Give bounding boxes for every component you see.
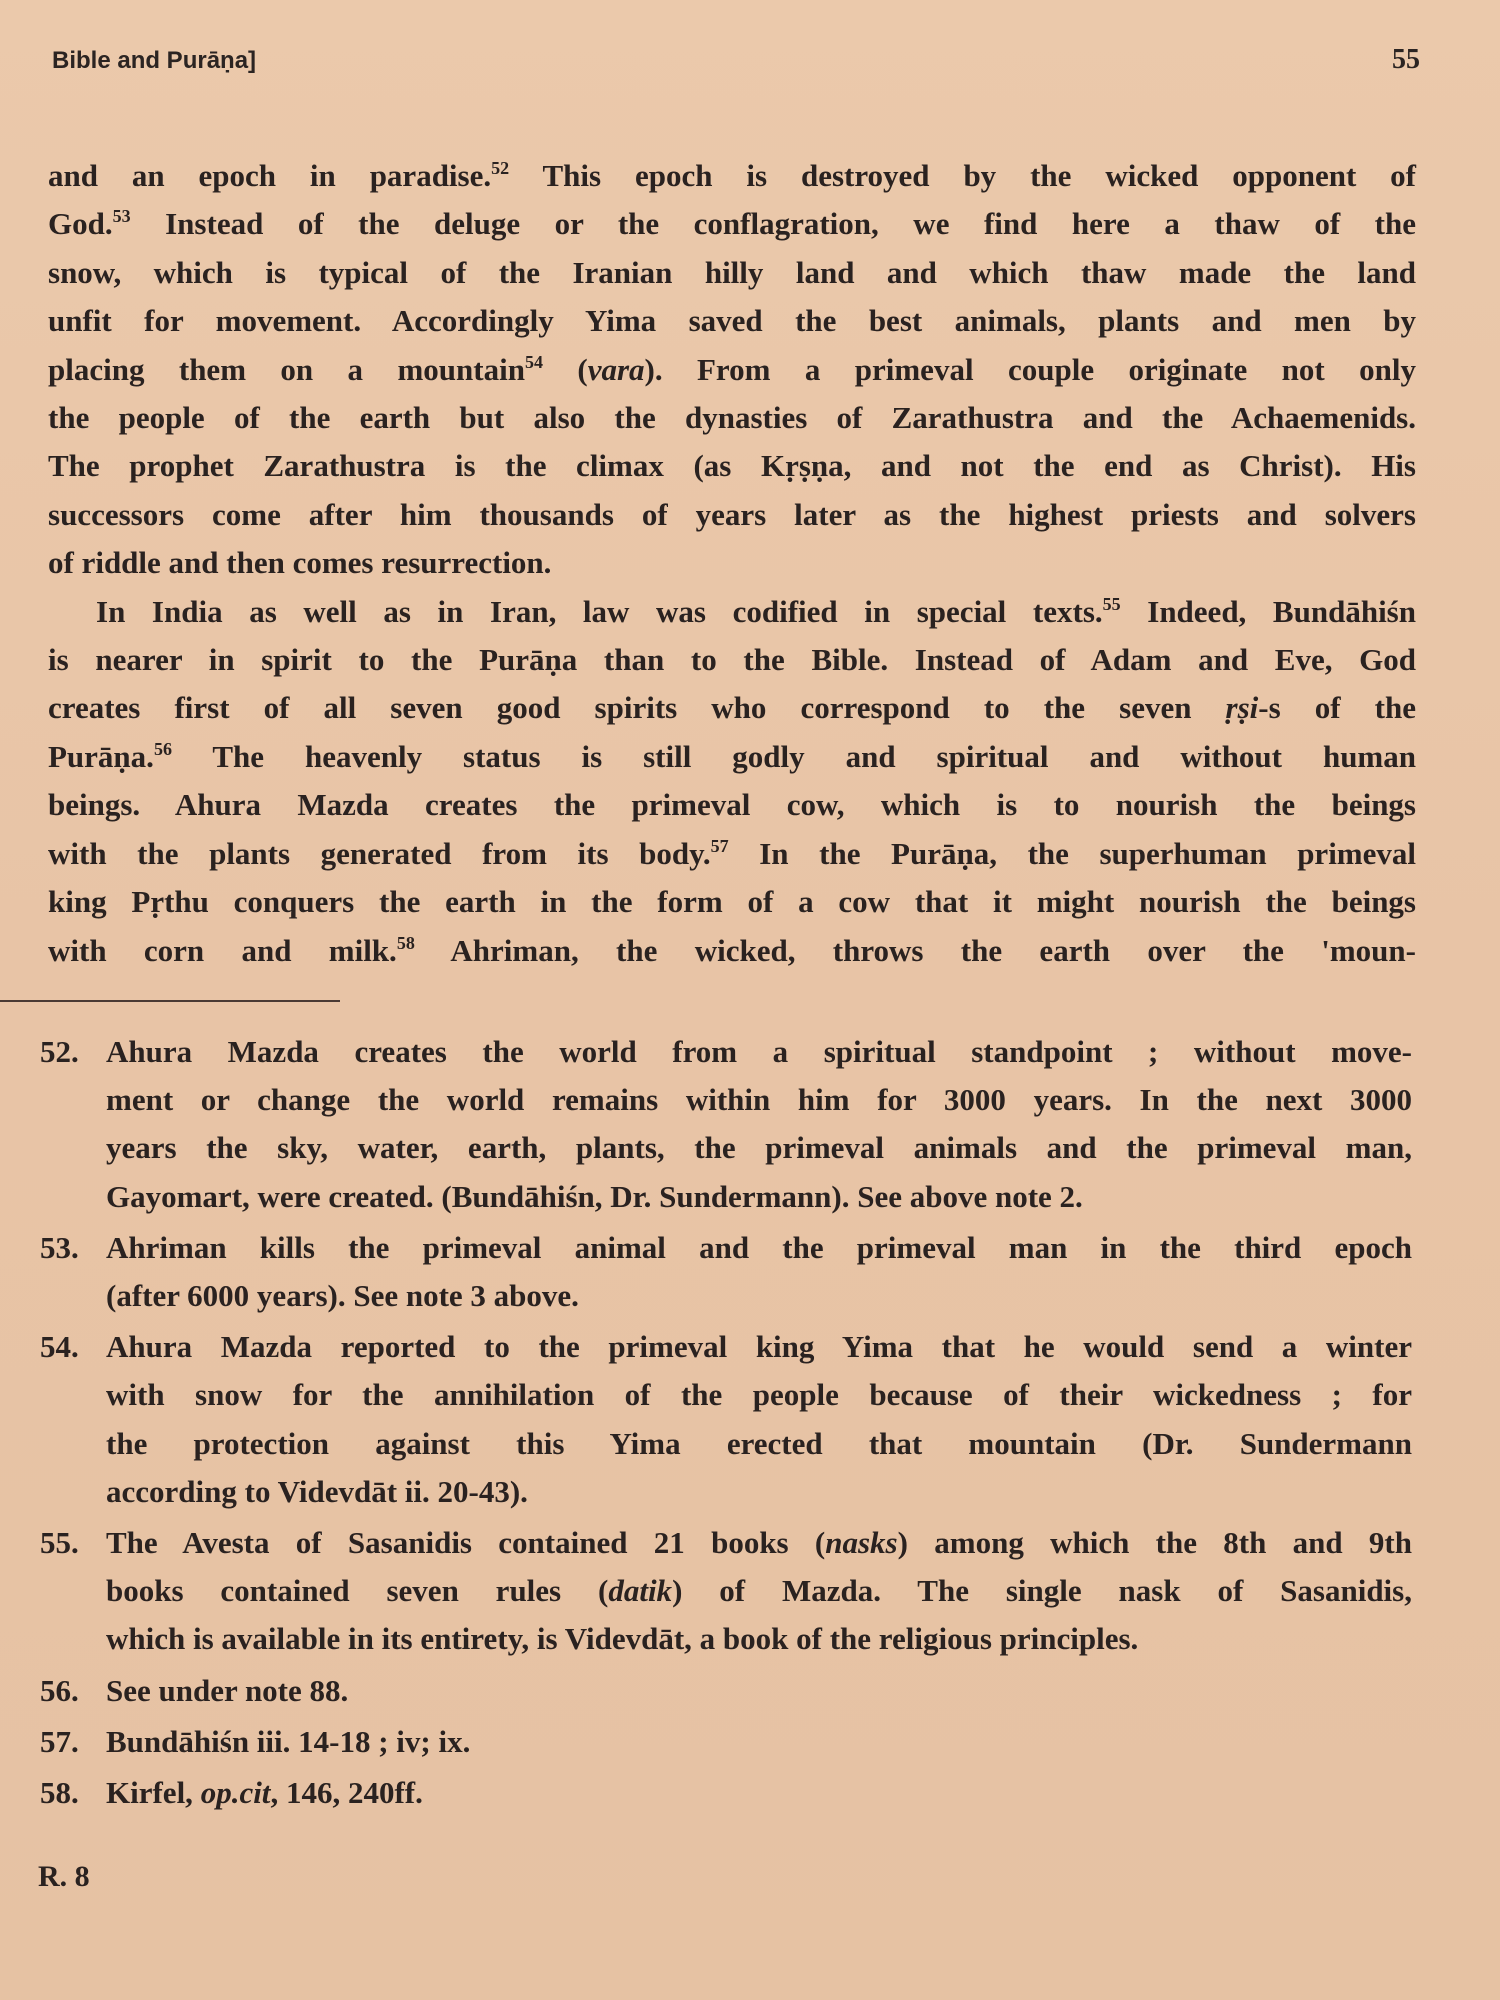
footnote-number: 58. bbox=[40, 1775, 79, 1811]
text-line: years the sky, water, earth, plants, the primeval animals and the primeval man, bbox=[106, 1130, 1412, 1166]
paragraph-2 bbox=[48, 588, 1416, 975]
text-line: creates first of all seven good spirits who correspond to the seven ṛṣi-s of the bbox=[48, 690, 1416, 726]
footnote-55 bbox=[40, 1519, 1412, 1664]
text-line: of riddle and then comes resurrection. bbox=[48, 545, 552, 581]
text-line: and an epoch in paradise.$^{52}$ This epoch is destroyed by the wicked opponent of bbox=[48, 158, 1416, 193]
text-line: Purāṇa.$^{56}$ The heavenly status is still godly and spiritual and without human bbox=[48, 738, 1416, 774]
running-title: Bible and Purāṇa] bbox=[52, 47, 257, 74]
text-line: with snow for the annihilation of the people because of their wickedness ; for bbox=[106, 1377, 1412, 1413]
text-line: (after 6000 years). See note 3 above. bbox=[106, 1278, 579, 1314]
footnote-52 bbox=[40, 1028, 1412, 1221]
footnote-number: 52. bbox=[40, 1034, 79, 1069]
footnote-ref: 57 bbox=[710, 835, 729, 856]
text-line: successors come after him thousands of years later as the highest priests and solvers bbox=[48, 496, 1416, 532]
footnote-57 bbox=[40, 1718, 1412, 1766]
text-line: Bundāhiśn iii. 14-18 ; iv; ix. bbox=[106, 1723, 471, 1759]
footnote-ref: 52 bbox=[491, 158, 510, 178]
footnote-number: 54. bbox=[40, 1329, 79, 1365]
text-line: Ahriman kills the primeval animal and the primeval man in the third epoch bbox=[106, 1229, 1412, 1265]
footnote-54 bbox=[40, 1323, 1412, 1516]
footnote-number: 56. bbox=[40, 1672, 79, 1708]
italic-term: vara bbox=[587, 351, 645, 387]
text-line: unfit for movement. Accordingly Yima saved the best animals, plants and men by bbox=[48, 303, 1416, 339]
text-line: with corn and milk.$^{58}$ Ahriman, the wicked, throws the earth over the 'moun- bbox=[48, 932, 1416, 968]
footnote-number: 53. bbox=[40, 1229, 79, 1265]
paragraph-1 bbox=[48, 152, 1416, 588]
page-number: 55 bbox=[1392, 44, 1420, 75]
text-line: The prophet Zarathustra is the climax (as Kṛṣṇa, and not the end as Christ). His bbox=[48, 448, 1416, 484]
text-line: Gayomart, were created. (Bundāhiśn, Dr. Sundermann). See above note 2. bbox=[106, 1178, 1083, 1214]
running-header bbox=[52, 44, 1420, 76]
text-line: Kirfel, op.cit, 146, 240ff. bbox=[106, 1775, 423, 1811]
text-line: snow, which is typical of the Iranian hilly land and which thaw made the land bbox=[48, 254, 1416, 290]
text-line: Ahura Mazda creates the world from a spiritual standpoint ; without move- bbox=[106, 1034, 1412, 1069]
text-line: ment or change the world remains within him for 3000 years. In the next 3000 bbox=[106, 1082, 1412, 1118]
text-line: books contained seven rules (datik) of Mazda. The single nask of Sasanidis, bbox=[106, 1573, 1412, 1609]
footnote-number: 57. bbox=[40, 1723, 79, 1759]
text-line: the people of the earth but also the dynasties of Zarathustra and the Achaemenids. bbox=[48, 400, 1416, 436]
text-line: God.$^{53}$ Instead of the deluge or the conflagration, we find here a thaw of the bbox=[48, 206, 1416, 242]
text-line: according to Videvdāt ii. 20-43). bbox=[106, 1473, 528, 1509]
text-line: See under note 88. bbox=[106, 1672, 349, 1708]
main-text bbox=[48, 152, 1416, 975]
footnote-58 bbox=[40, 1769, 1412, 1817]
italic-term: op.cit bbox=[200, 1775, 271, 1811]
signature-mark: R. 8 bbox=[38, 1860, 90, 1893]
text-line: placing them on a mountain$^{54}$ (vara). From a primeval couple originate not only bbox=[48, 351, 1417, 387]
footnote-ref: 56 bbox=[153, 738, 172, 759]
footnote-ref: 54 bbox=[524, 351, 543, 372]
footnote-56 bbox=[40, 1667, 1412, 1715]
footnote-ref: 58 bbox=[396, 932, 415, 953]
footnote-ref: 53 bbox=[112, 206, 131, 227]
text-line: Ahura Mazda reported to the primeval king Yima that he would send a winter bbox=[106, 1329, 1412, 1365]
text-line: king Pṛthu conquers the earth in the form of a cow that it might nourish the beings bbox=[48, 884, 1416, 920]
footnote-separator bbox=[0, 1000, 340, 1002]
footnote-number: 55. bbox=[40, 1525, 79, 1561]
footnotes bbox=[40, 1028, 1412, 1817]
text-line: the protection against this Yima erected that mountain (Dr. Sundermann bbox=[106, 1425, 1412, 1461]
text-line: beings. Ahura Mazda creates the primeval cow, which is to nourish the beings bbox=[48, 787, 1416, 823]
text-line: The Avesta of Sasanidis contained 21 books (nasks) among which the 8th and 9th bbox=[106, 1525, 1412, 1561]
footnote-53 bbox=[40, 1224, 1412, 1320]
italic-term: datik bbox=[608, 1573, 673, 1609]
text-line: with the plants generated from its body.$^{57}$ In the Purāṇa, the superhuman primeval bbox=[48, 835, 1416, 871]
text-line: is nearer in spirit to the Purāṇa than to the Bible. Instead of Adam and Eve, God bbox=[48, 642, 1416, 678]
footnote-ref: 55 bbox=[1102, 593, 1121, 614]
italic-term: ṛṣi bbox=[1225, 690, 1259, 726]
text-line: which is available in its entirety, is Videvdāt, a book of the religious principles. bbox=[106, 1621, 1139, 1657]
italic-term: nasks bbox=[825, 1525, 898, 1561]
text-line: In India as well as in Iran, law was codified in special texts.$^{55}$ Indeed, Bundāhiśn bbox=[96, 593, 1416, 629]
